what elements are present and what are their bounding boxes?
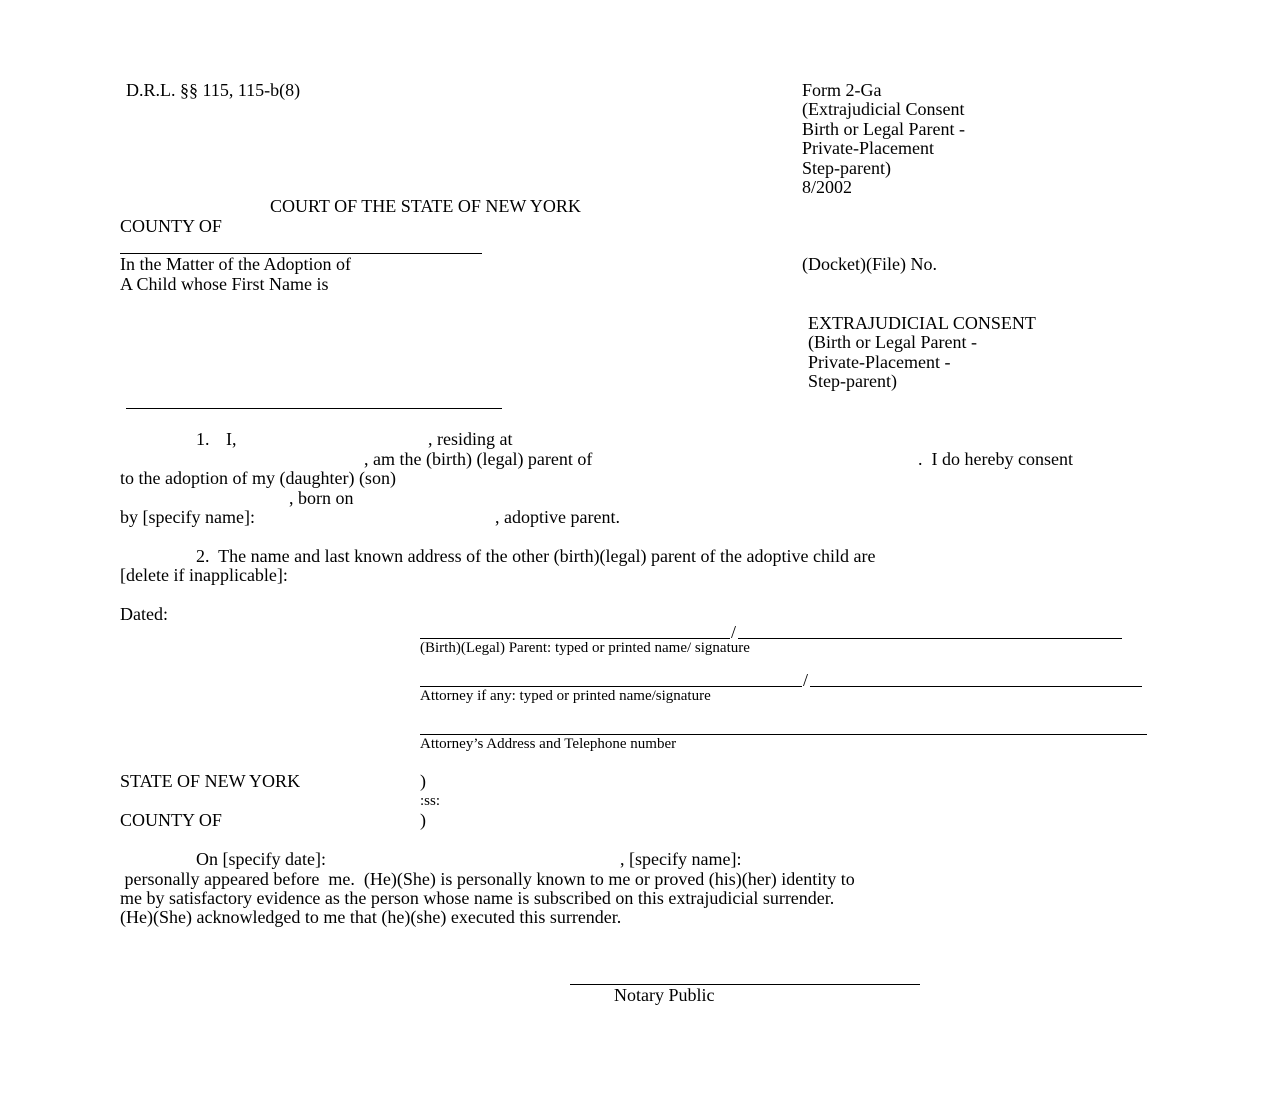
notary-public-label: Notary Public — [614, 985, 715, 1005]
form-info-line: Private-Placement — [802, 138, 934, 158]
parent-name-line[interactable] — [420, 638, 730, 639]
county-label: COUNTY OF — [120, 216, 222, 236]
paragraph-1-consent: . I do hereby consent — [918, 449, 1073, 469]
paragraph-1-residing: , residing at — [428, 429, 513, 449]
attorney-name-line[interactable] — [420, 686, 802, 687]
acknowledgment-line: me by satisfactory evidence as the person whose name is subscribed on this extrajudicial surrender. — [120, 888, 835, 908]
paragraph-1-parent: , am the (birth) (legal) parent of — [364, 449, 593, 469]
acknowledgment-name: , [specify name]: — [620, 849, 742, 869]
paragraph-1-by-name: by [specify name]: — [120, 507, 255, 527]
venue-ss: :ss: — [420, 793, 441, 809]
paragraph-1-adoptive-parent: , adoptive parent. — [495, 507, 620, 527]
statute-reference: D.R.L. §§ 115, 115-b(8) — [126, 80, 301, 100]
matter-line-2: A Child whose First Name is — [120, 274, 329, 294]
form-info-line: Birth or Legal Parent - — [802, 119, 965, 139]
parent-signature-caption: (Birth)(Legal) Parent: typed or printed name/ signature — [420, 640, 750, 656]
caption-divider — [126, 408, 502, 409]
venue-paren-top: ) — [420, 771, 426, 791]
paragraph-1-intro: I, — [226, 429, 237, 449]
paragraph-1-adoption: to the adoption of my (daughter) (son) — [120, 468, 396, 488]
docket-number-label: (Docket)(File) No. — [802, 254, 937, 274]
venue-state: STATE OF NEW YORK — [120, 771, 301, 791]
form-date: 8/2002 — [802, 177, 853, 197]
paragraph-2-continued: [delete if inapplicable]: — [120, 565, 288, 585]
document-title-line: Private-Placement - — [808, 352, 951, 372]
venue-paren-bottom: ) — [420, 810, 426, 830]
paragraph-1-number: 1. — [196, 429, 210, 449]
court-name: COURT OF THE STATE OF NEW YORK — [270, 196, 581, 216]
slash-separator: / — [803, 670, 809, 690]
document-title-line: Step-parent) — [808, 371, 897, 391]
document-title-line: (Birth or Legal Parent - — [808, 332, 977, 352]
acknowledgment-line: personally appeared before me. (He)(She) is personally known to me or proved (his)(her) identity to — [120, 869, 855, 889]
dated-label: Dated: — [120, 604, 168, 624]
attorney-signature-line[interactable] — [810, 686, 1142, 687]
paragraph-2: 2. The name and last known address of the other (birth)(legal) parent of the adoptive child are — [196, 546, 876, 566]
venue-county: COUNTY OF — [120, 810, 222, 830]
paragraph-1-born: , born on — [289, 488, 354, 508]
acknowledgment-date: On [specify date]: — [196, 849, 326, 869]
slash-separator: / — [731, 622, 737, 642]
form-info-line: (Extrajudicial Consent — [802, 99, 965, 119]
matter-line-1: In the Matter of the Adoption of — [120, 254, 351, 274]
acknowledgment-line: (He)(She) acknowledged to me that (he)(she) executed this surrender. — [120, 907, 622, 927]
attorney-address-line[interactable] — [420, 734, 1147, 735]
attorney-signature-caption: Attorney if any: typed or printed name/signature — [420, 688, 711, 704]
form-number: Form 2-Ga — [802, 80, 882, 100]
attorney-address-caption: Attorney’s Address and Telephone number — [420, 736, 677, 752]
form-info-line: Step-parent) — [802, 158, 891, 178]
parent-signature-line[interactable] — [738, 638, 1122, 639]
document-title: EXTRAJUDICIAL CONSENT — [808, 313, 1036, 333]
